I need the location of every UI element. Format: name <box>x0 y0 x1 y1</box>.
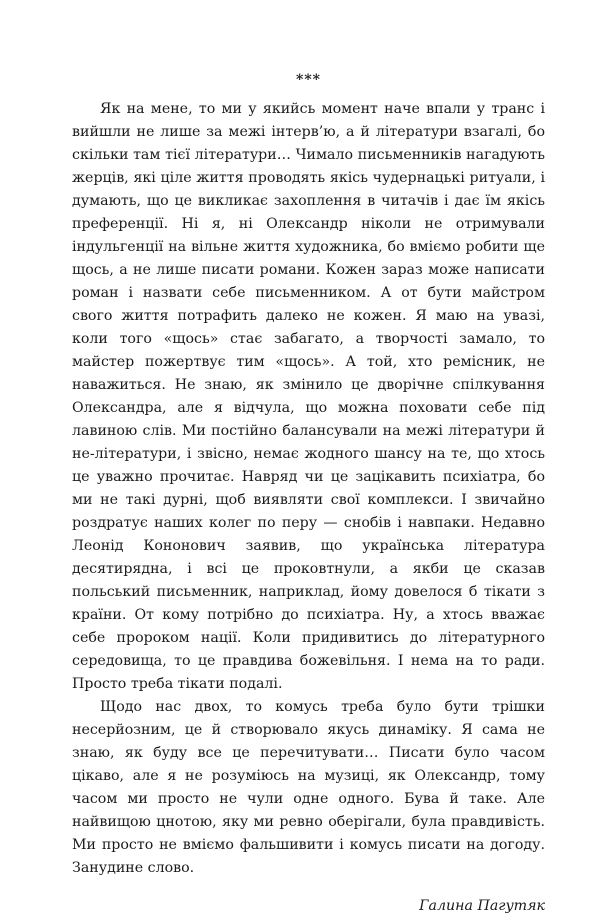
paragraph-1: Як на мене, то ми у якийсь момент наче впали у транс і вийшли не лише за межі інтерв’ю, а й літератури взагалі, бо скільки там тієї літератури… Чимало письменників нагадують жерців, які ціле життя проводять якісь чудернацькі ритуали, і думають, що це викликає захоплення в читачів і дає їм якісь преференції. Ні я, ні Олександр ніколи не отримували індульгенції на вільне життя художника, бо вміємо робити ще щось, а не лише писати романи. Кожен зараз може написати роман і назвати себе письменником. А от бути майстром свого життя потрафить далеко не кожен. Я маю на увазі, коли того «щось» стає забагато, а творчості замало, то майстер пожертвує тим «щось». А той, хто ремісник, не наважиться. Не знаю, як змінило це дворічне спілкування Олександра, але я відчула, що можна поховати себе під лавиною слів. Ми постійно балансували на межі літератури й не-літератури, і звісно, немає жодного шансу на те, що хтось це уважно прочитає. Навряд чи це зацікавить психіатра, бо ми не такі дурні, щоб виявляти свої комплекси. І звичайно роздратує наших колег по перу — снобів і навпаки. Недавно Леонід Кононович заявив, що українська література десятирядна, і всі це проковтнули, а якби це сказав польський письменник, наприклад, йому довелося б тікати з країни. От кому потрібно до психіатра. Ну, а хтось вважає себе пророком нації. Коли придивитись до літературного середовища, то це правдива божевільня. І нема на то ради. Просто треба тікати подалі. <box>72 101 545 692</box>
section-separator: *** <box>296 72 321 88</box>
page-body <box>72 58 545 914</box>
author-signature: Галина Пагутяк <box>419 898 545 914</box>
paragraph-2: Щодо нас двох, то комусь треба було бути трішки несерйозним, це й створювало якусь динаміку. Я сама не знаю, як буду все це перечитувати… Писати було часом цікаво, але я не розуміюсь на музиці, як Олександр, тому часом ми просто не чули одне одного. Бува й таке. Але найвищою цнотою, яку ми ревно оберігали, була правдивість. Ми просто не вміємо фальшивити і комусь писати на догоду. Занудине слово. <box>72 699 545 876</box>
